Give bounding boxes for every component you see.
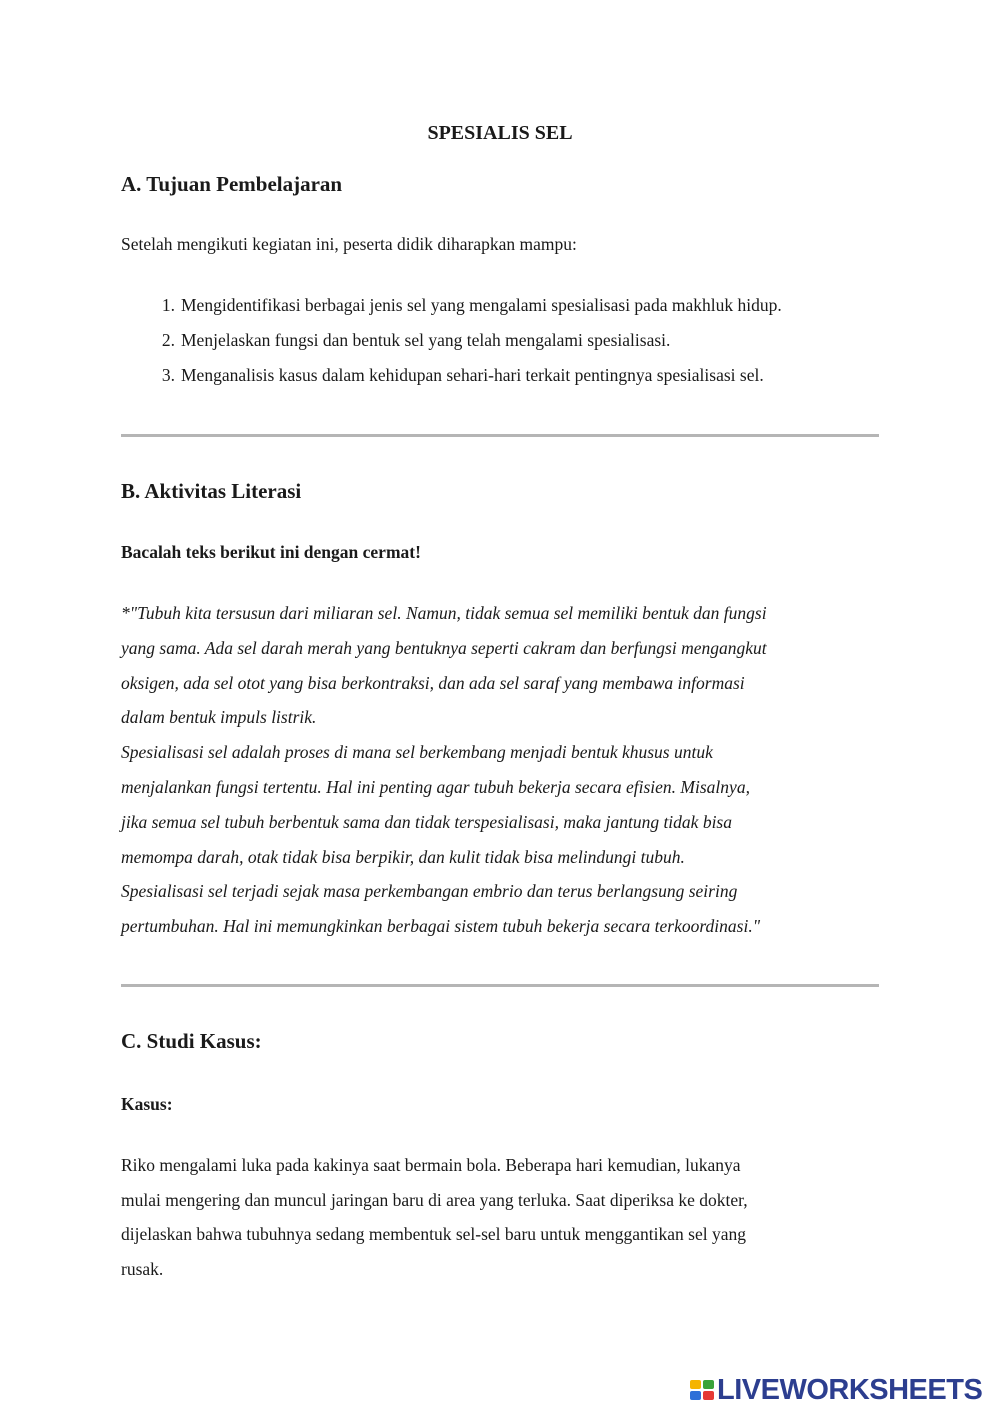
liveworksheets-logo-icon [690, 1380, 714, 1400]
list-item [121, 328, 782, 363]
section-a-intro: Setelah mengikuti kegiatan ini, peserta didik diharapkan mampu: [121, 234, 577, 254]
list-text: Menganalisis kasus dalam kehidupan sehari-hari terkait pentingnya spesialisasi sel. [181, 365, 764, 385]
section-b-heading: B. Aktivitas Literasi [121, 479, 302, 503]
list-number: 3. [161, 365, 175, 385]
literacy-instruction: Bacalah teks berikut ini dengan cermat! [121, 542, 421, 562]
passage-line: menjalankan fungsi tertentu. Hal ini penting agar tubuh bekerja secara efisien. Misalnya, [121, 776, 750, 797]
passage-line: Spesialisasi sel terjadi sejak masa perkembangan embrio dan terus berlangsung seiring [121, 881, 738, 902]
liveworksheets-logo [690, 1374, 982, 1406]
list-item [121, 293, 782, 328]
passage-line: *"Tubuh kita tersusun dari miliaran sel. Namun, tidak semua sel memiliki bentuk dan fungsi [121, 603, 767, 623]
case-line: mulai mengering dan muncul jaringan baru di area yang terluka. Saat diperiksa ke dokter, [121, 1189, 748, 1210]
passage-line: memompa darah, otak tidak bisa berpikir, dan kulit tidak bisa melindungi tubuh. [121, 846, 685, 867]
passage-line: pertumbuhan. Hal ini memungkinkan berbagai sistem tubuh bekerja secara terkoordinasi." [121, 916, 761, 937]
case-line: Riko mengalami luka pada kakinya saat bermain bola. Beberapa hari kemudian, lukanya [121, 1155, 741, 1175]
section-divider [121, 434, 879, 437]
case-line: rusak. [121, 1258, 164, 1279]
section-a-heading: A. Tujuan Pembelajaran [121, 172, 343, 196]
section-divider [121, 984, 879, 987]
logo-text: LIVEWORKSHEETS [717, 1373, 983, 1406]
passage-line: yang sama. Ada sel darah merah yang bentuknya seperti cakram dan berfungsi mengangkut [121, 637, 767, 658]
list-text: Mengidentifikasi berbagai jenis sel yang mengalami spesialisasi pada makhluk hidup. [181, 295, 782, 315]
case-passage [121, 1148, 881, 1286]
objectives-list [121, 293, 782, 398]
list-text: Menjelaskan fungsi dan bentuk sel yang telah mengalami spesialisasi. [181, 330, 671, 350]
passage-line: dalam bentuk impuls listrik. [121, 707, 317, 728]
literacy-passage [121, 596, 881, 944]
list-number: 1. [161, 295, 175, 315]
section-c-heading: C. Studi Kasus: [121, 1029, 262, 1053]
passage-line: jika semua sel tubuh berbentuk sama dan tidak terspesialisasi, maka jantung tidak bisa [121, 811, 732, 832]
case-label: Kasus: [121, 1094, 173, 1114]
list-item [121, 363, 782, 398]
passage-line: Spesialisasi sel adalah proses di mana sel berkembang menjadi bentuk khusus untuk [121, 742, 713, 763]
list-number: 2. [161, 330, 175, 350]
passage-line: oksigen, ada sel otot yang bisa berkontraksi, dan ada sel saraf yang membawa informasi [121, 672, 745, 693]
page-title: SPESIALIS SEL [427, 122, 573, 144]
case-line: dijelaskan bahwa tubuhnya sedang membentuk sel-sel baru untuk menggantikan sel yang [121, 1224, 746, 1245]
